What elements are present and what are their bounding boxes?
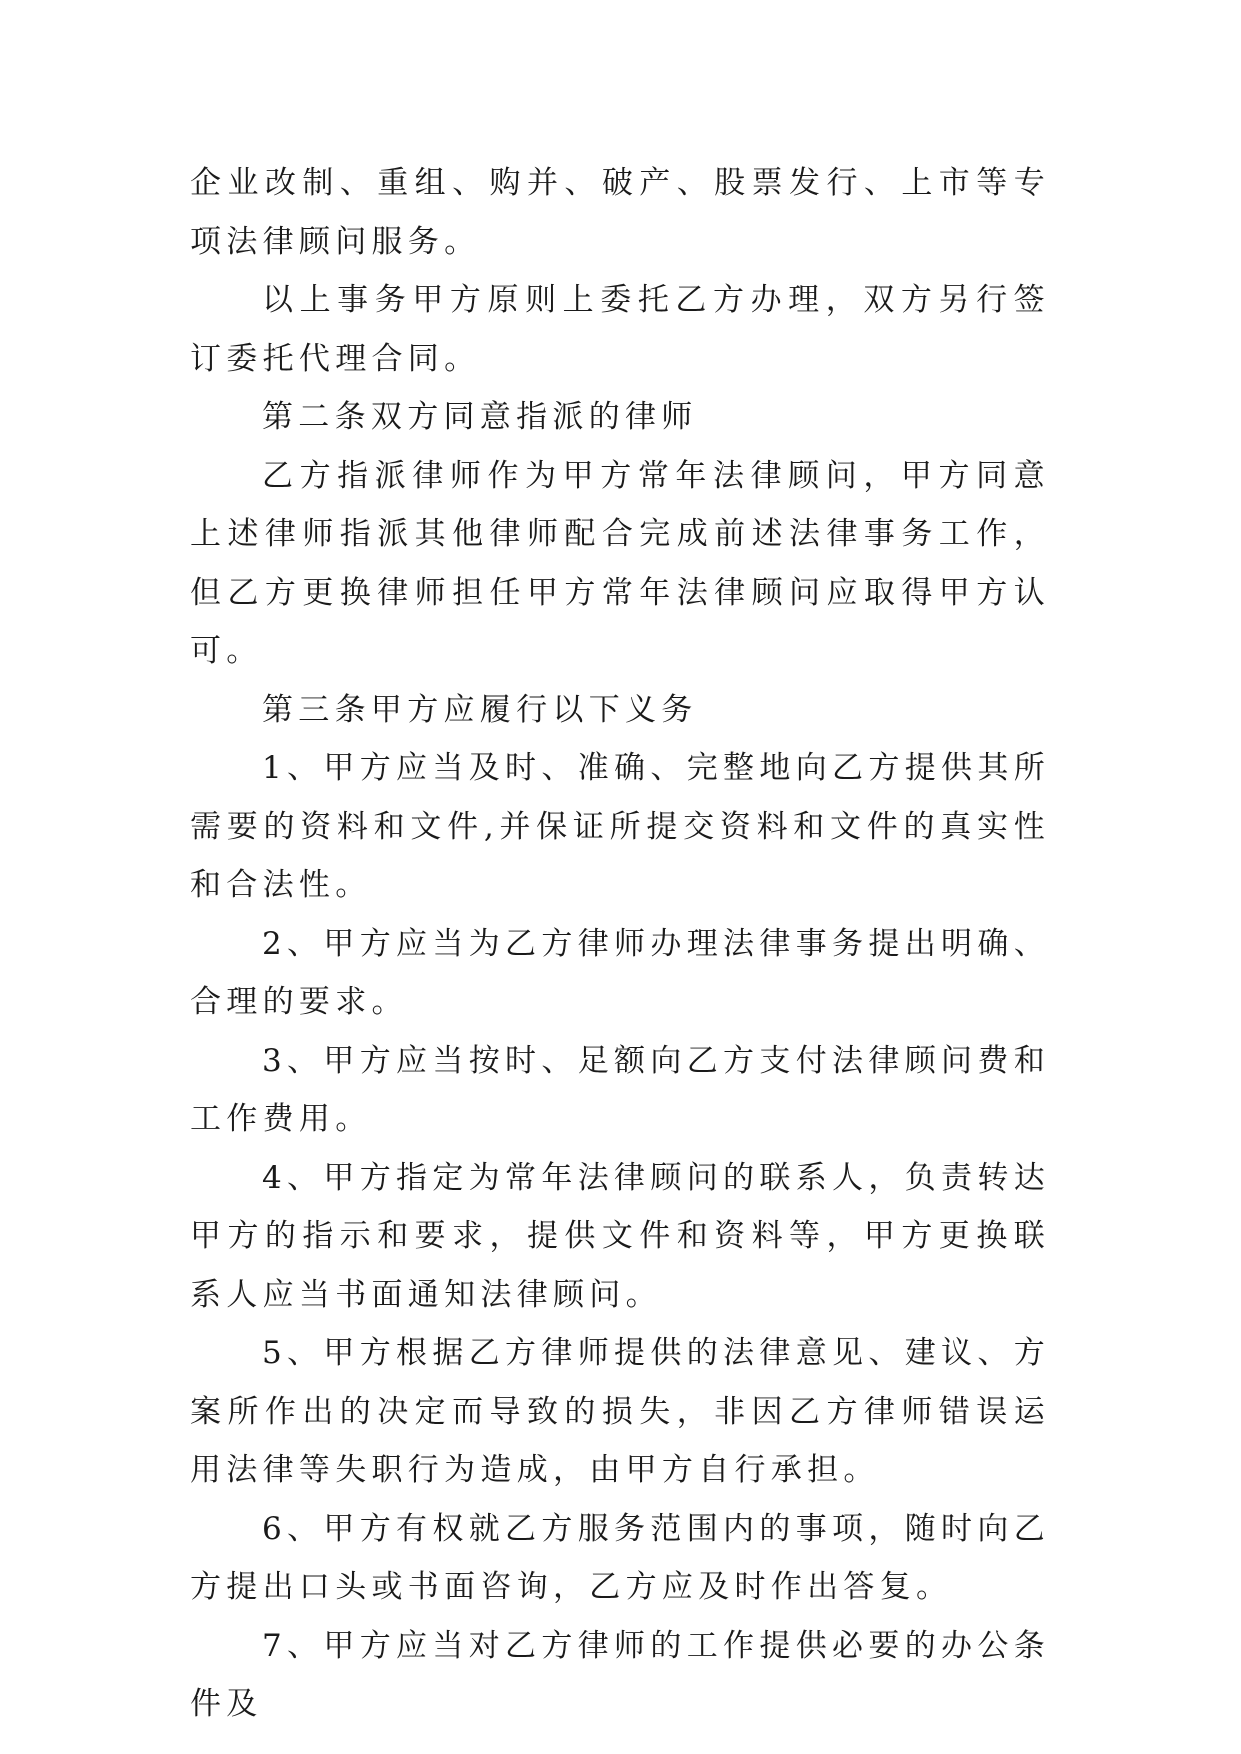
obligation-item-3: 3、甲方应当按时、足额向乙方支付法律顾问费和工作费用。 — [190, 1042, 1050, 1137]
paragraph-entrustment: 以上事务甲方原则上委托乙方办理，双方另行签订委托代理合同。 — [190, 282, 1050, 377]
obligation-item-7: 7、甲方应当对乙方律师的工作提供必要的办公条件及 — [190, 1627, 1050, 1722]
article-three-heading: 第三条甲方应履行以下义务 — [262, 691, 698, 728]
obligation-item-4: 4、甲方指定为常年法律顾问的联系人，负责转达甲方的指示和要求，提供文件和资料等，甲方更换联系人应当书面通知法律顾问。 — [190, 1159, 1050, 1313]
obligation-item-2: 2、甲方应当为乙方律师办理法律事务提出明确、合理的要求。 — [190, 925, 1050, 1020]
paragraph-lawyer-assignment: 乙方指派律师作为甲方常年法律顾问，甲方同意上述律师指派其他律师配合完成前述法律事务工作，但乙方更换律师担任甲方常年法律顾问应取得甲方认可。 — [190, 457, 1050, 669]
obligation-item-6: 6、甲方有权就乙方服务范围内的事项，随时向乙方提出口头或书面咨询，乙方应及时作出答复。 — [190, 1510, 1050, 1605]
article-two-heading: 第二条双方同意指派的律师 — [262, 399, 698, 435]
obligation-item-5: 5、甲方根据乙方律师提供的法律意见、建议、方案所作出的决定而导致的损失，非因乙方律师错误运用法律等失职行为造成，由甲方自行承担。 — [190, 1335, 1050, 1488]
obligation-item-1: 1、甲方应当及时、准确、完整地向乙方提供其所需要的资料和文件,并保证所提交资料和文件的真实性和合法性。 — [190, 750, 1050, 903]
paragraph-service-scope-continued: 企业改制、重组、购并、破产、股票发行、上市等专项法律顾问服务。 — [190, 165, 1050, 260]
document-body — [190, 154, 1050, 1734]
